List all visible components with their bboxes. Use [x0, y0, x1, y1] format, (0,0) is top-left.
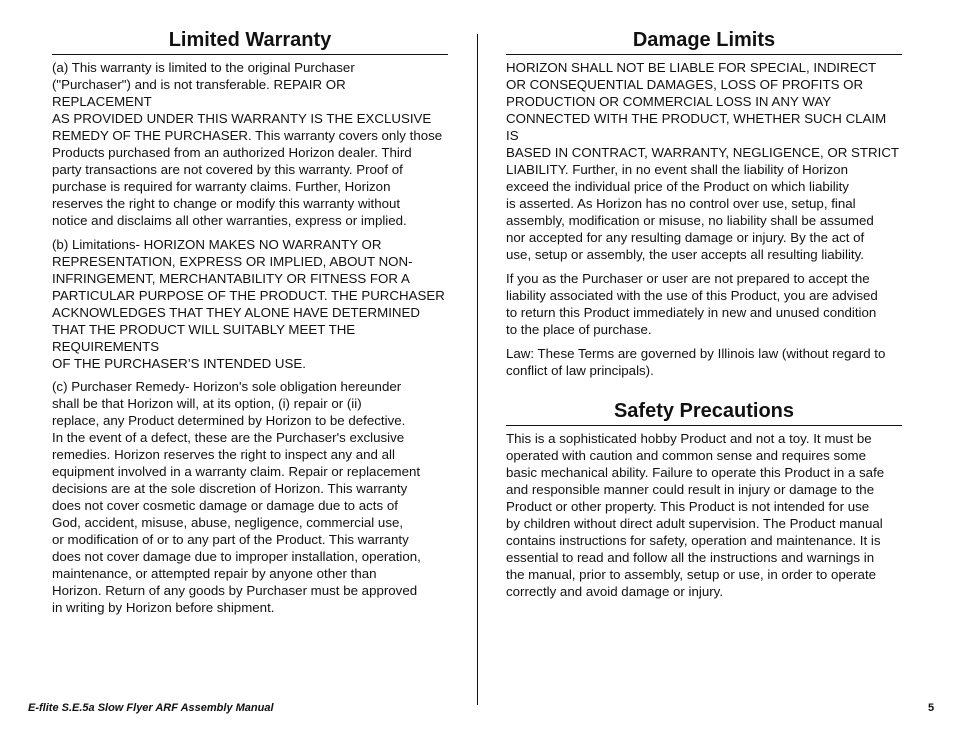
section-gap [506, 386, 902, 399]
warranty-paragraph-a: (a) This warranty is limited to the original Purchaser ("Purchaser") and is not transferable. REPAIR OR REPLACEMENT AS PROVIDED UNDER THIS WARRANTY IS THE EXCLUSIVE REMEDY OF THE PURCHASER. This warranty covers only those Products purchased from an authorized Horizon dealer. Third party transactions are not covered by this warranty. Proof of purchase is required for warranty claims. Further, Horizon reserves the right to change or modify this warranty without notice and disclaims all other warranties, express or implied. [52, 60, 443, 228]
damage-limits-heading: Damage Limits [506, 28, 902, 55]
safety-precautions-heading: Safety Precautions [506, 399, 902, 426]
right-column [506, 28, 902, 607]
warranty-paragraph-b: (b) Limitations- HORIZON MAKES NO WARRANTY OR REPRESENTATION, EXPRESS OR IMPLIED, ABOUT NON- INFRINGEMENT, MERCHANTABILITY OR FITNESS FOR A PARTICULAR PURPOSE OF THE PRODUCT. THE PURCHASER ACKNOWLEDGES THAT THEY ALONE HAVE DETERMINED THAT THE PRODUCT WILL SUITABLY MEET THE REQUIREMENTS OF THE PURCHASER’S INTENDED USE. [52, 236, 445, 371]
damage-paragraph-2: If you as the Purchaser or user are not prepared to accept the liability associated with the use of this Product, you are advised to return this Product immediately in new and unused condition to the place of purchase. [506, 271, 878, 337]
safety-paragraph: This is a sophisticated hobby Product and not a toy. It must be operated with caution and common sense and requires some basic mechanical ability. Failure to operate this Product in a safe and responsible manner could result in injury or damage to the Product or other property. This Product is not intended for use by children without direct adult supervision. The Product manual contains instructions for safety, operation and maintenance. It is essential to read and follow all the instructions and warnings in the manual, prior to assembly, setup or use, in order to operate correctly and avoid damage or injury. [506, 431, 885, 599]
limited-warranty-column [52, 28, 448, 623]
damage-paragraph-3: Law: These Terms are governed by Illinois law (without regard to conflict of law principals). [506, 346, 886, 378]
column-divider [477, 34, 478, 705]
limited-warranty-heading: Limited Warranty [52, 28, 448, 55]
warranty-paragraph-c: (c) Purchaser Remedy- Horizon's sole obligation hereunder shall be that Horizon will, at its option, (i) repair or (ii) replace, any Product determined by Horizon to be defective. In the event of a defect, these are the Purchaser's exclusive remedies. Horizon reserves the right to inspect any and all equipment involved in a warranty claim. Repair or replacement decisions are at the sole discretion of Horizon. This warranty does not cover cosmetic damage or damage due to acts of God, accident, misuse, abuse, negligence, commercial use, or modification of or to any part of the Product. This warranty does not cover damage due to improper installation, operation, maintenance, or attempted repair by anyone other than Horizon. Return of any goods by Purchaser must be approved in writing by Horizon before shipment. [52, 379, 421, 615]
damage-paragraph-1: HORIZON SHALL NOT BE LIABLE FOR SPECIAL, INDIRECT OR CONSEQUENTIAL DAMAGES, LOSS OF PROFITS OR PRODUCTION OR COMMERCIAL LOSS IN ANY WAY CONNECTED WITH THE PRODUCT, WHETHER SUCH CLAIM IS BASED IN CONTRACT, WARRANTY, NEGLIGENCE, OR STRICT LIABILITY. Further, in no event shall the liability of Horizon exceed the individual price of the Product on which liability is asserted. As Horizon has no control over use, setup, final assembly, modification or misuse, no liability shall be assumed nor accepted for any resulting damage or injury. By the act of use, setup or assembly, the user accepts all resulting liability. [506, 60, 900, 262]
footer-manual-title: E-flite S.E.5a Slow Flyer ARF Assembly Manual [28, 702, 274, 714]
page-number: 5 [928, 702, 935, 714]
